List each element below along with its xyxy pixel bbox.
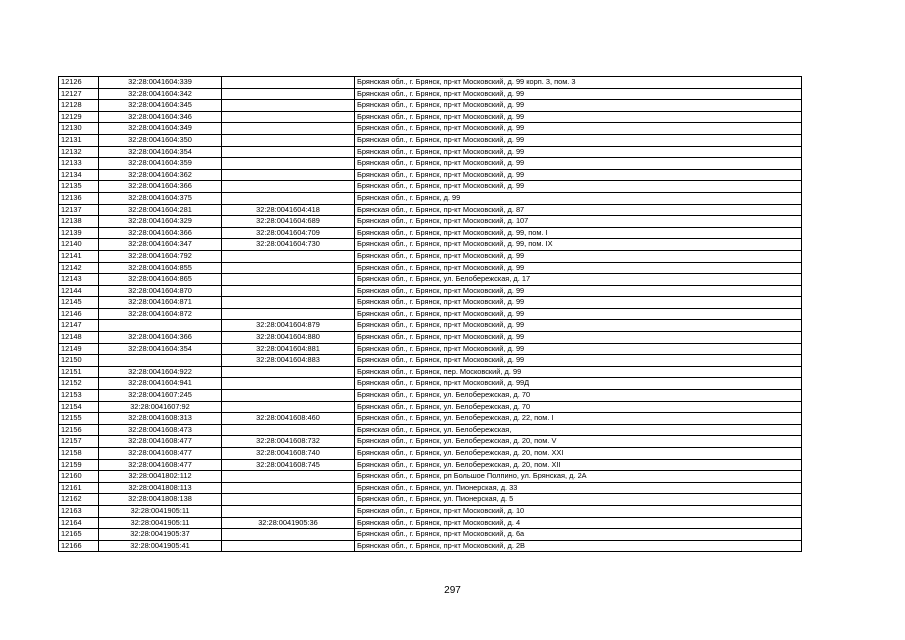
row-number-cell: 12138 (59, 216, 99, 228)
related-cadastral-number-cell (222, 100, 355, 112)
table-row (59, 459, 802, 471)
row-number-cell: 12159 (59, 459, 99, 471)
row-number-cell: 12151 (59, 366, 99, 378)
cadastral-number-cell: 32:28:0041604:870 (99, 285, 222, 297)
related-cadastral-number-cell (222, 274, 355, 286)
related-cadastral-number-cell (222, 482, 355, 494)
related-cadastral-number-cell (222, 77, 355, 89)
table-row (59, 285, 802, 297)
related-cadastral-number-cell (222, 297, 355, 309)
address-cell: Брянская обл., г. Брянск, пр-кт Московский, д. 6а (355, 529, 802, 541)
table-row (59, 424, 802, 436)
row-number-cell: 12127 (59, 88, 99, 100)
cadastral-number-cell: 32:28:0041604:941 (99, 378, 222, 390)
row-number-cell: 12137 (59, 204, 99, 216)
cadastral-number-cell: 32:28:0041608:477 (99, 448, 222, 460)
address-cell: Брянская обл., г. Брянск, пр-кт Московский, д. 99, пом. IX (355, 239, 802, 251)
related-cadastral-number-cell (222, 134, 355, 146)
table-row (59, 332, 802, 344)
related-cadastral-number-cell (222, 123, 355, 135)
row-number-cell: 12146 (59, 308, 99, 320)
cadastral-number-cell: 32:28:0041604:346 (99, 111, 222, 123)
related-cadastral-number-cell (222, 366, 355, 378)
row-number-cell: 12162 (59, 494, 99, 506)
cadastral-number-cell: 32:28:0041604:366 (99, 227, 222, 239)
cadastral-number-cell: 32:28:0041604:865 (99, 274, 222, 286)
table-row (59, 297, 802, 309)
related-cadastral-number-cell: 32:28:0041604:883 (222, 355, 355, 367)
address-cell: Брянская обл., г. Брянск, пр-кт Московский, д. 99 (355, 355, 802, 367)
related-cadastral-number-cell: 32:28:0041608:460 (222, 413, 355, 425)
address-cell: Брянская обл., г. Брянск, пр-кт Московский, д. 2В (355, 540, 802, 552)
address-cell: Брянская обл., г. Брянск, пр-кт Московский, д. 99 (355, 343, 802, 355)
related-cadastral-number-cell: 32:28:0041608:740 (222, 448, 355, 460)
table-row (59, 274, 802, 286)
table-row (59, 308, 802, 320)
row-number-cell: 12140 (59, 239, 99, 251)
table-row (59, 505, 802, 517)
address-cell: Брянская обл., г. Брянск, ул. Белобережская, д. 22, пом. I (355, 413, 802, 425)
cadastral-number-cell: 32:28:0041808:113 (99, 482, 222, 494)
address-cell: Брянская обл., г. Брянск, пр-кт Московский, д. 99 (355, 111, 802, 123)
cadastral-number-cell: 32:28:0041905:41 (99, 540, 222, 552)
cadastral-number-cell: 32:28:0041802:112 (99, 471, 222, 483)
table-row (59, 540, 802, 552)
row-number-cell: 12144 (59, 285, 99, 297)
table-row (59, 239, 802, 251)
address-cell: Брянская обл., г. Брянск, ул. Белобережская, д. 20, пом. XXI (355, 448, 802, 460)
related-cadastral-number-cell (222, 192, 355, 204)
related-cadastral-number-cell: 32:28:0041604:880 (222, 332, 355, 344)
table-row (59, 250, 802, 262)
address-cell: Брянская обл., г. Брянск, ул. Белобережская, д. 17 (355, 274, 802, 286)
table-row (59, 204, 802, 216)
address-cell: Брянская обл., г. Брянск, ул. Пионерская, д. 5 (355, 494, 802, 506)
table-row (59, 158, 802, 170)
row-number-cell: 12156 (59, 424, 99, 436)
row-number-cell: 12148 (59, 332, 99, 344)
address-cell: Брянская обл., г. Брянск, ул. Белобережская, д. 20, пом. V (355, 436, 802, 448)
address-cell: Брянская обл., г. Брянск, ул. Белобережская, д. 70 (355, 401, 802, 413)
cadastral-number-cell: 32:28:0041607:92 (99, 401, 222, 413)
address-cell: Брянская обл., г. Брянск, пр-кт Московский, д. 87 (355, 204, 802, 216)
address-cell: Брянская обл., г. Брянск, пр-кт Московский, д. 99 корп. 3, пом. 3 (355, 77, 802, 89)
cadastral-number-cell: 32:28:0041604:350 (99, 134, 222, 146)
address-cell: Брянская обл., г. Брянск, ул. Белобережская, д. 70 (355, 390, 802, 402)
related-cadastral-number-cell (222, 158, 355, 170)
row-number-cell: 12154 (59, 401, 99, 413)
address-cell: Брянская обл., г. Брянск, рп Большое Полпино, ул. Брянская, д. 2А (355, 471, 802, 483)
related-cadastral-number-cell: 32:28:0041608:745 (222, 459, 355, 471)
cadastral-number-cell (99, 320, 222, 332)
cadastral-number-cell: 32:28:0041604:281 (99, 204, 222, 216)
row-number-cell: 12136 (59, 192, 99, 204)
address-cell: Брянская обл., г. Брянск, пр-кт Московский, д. 99 (355, 320, 802, 332)
table-row (59, 123, 802, 135)
address-cell: Брянская обл., г. Брянск, ул. Белобережская, д. 20, пом. XII (355, 459, 802, 471)
related-cadastral-number-cell (222, 146, 355, 158)
row-number-cell: 12163 (59, 505, 99, 517)
address-cell: Брянская обл., г. Брянск, пр-кт Московский, д. 99 (355, 100, 802, 112)
cadastral-number-cell: 32:28:0041604:922 (99, 366, 222, 378)
row-number-cell: 12142 (59, 262, 99, 274)
row-number-cell: 12143 (59, 274, 99, 286)
table-row (59, 216, 802, 228)
cadastral-number-cell: 32:28:0041905:11 (99, 517, 222, 529)
table-row (59, 448, 802, 460)
address-cell: Брянская обл., г. Брянск, д. 99 (355, 192, 802, 204)
related-cadastral-number-cell (222, 505, 355, 517)
table-row (59, 100, 802, 112)
row-number-cell: 12129 (59, 111, 99, 123)
related-cadastral-number-cell: 32:28:0041604:418 (222, 204, 355, 216)
row-number-cell: 12158 (59, 448, 99, 460)
row-number-cell: 12134 (59, 169, 99, 181)
cadastral-number-cell: 32:28:0041604:366 (99, 332, 222, 344)
related-cadastral-number-cell (222, 540, 355, 552)
related-cadastral-number-cell (222, 529, 355, 541)
cadastral-number-cell: 32:28:0041604:375 (99, 192, 222, 204)
cadastral-number-cell: 32:28:0041608:313 (99, 413, 222, 425)
related-cadastral-number-cell: 32:28:0041604:879 (222, 320, 355, 332)
cadastral-number-cell: 32:28:0041608:477 (99, 459, 222, 471)
table-row (59, 517, 802, 529)
address-cell: Брянская обл., г. Брянск, пр-кт Московский, д. 99Д (355, 378, 802, 390)
row-number-cell: 12147 (59, 320, 99, 332)
table-row (59, 181, 802, 193)
row-number-cell: 12149 (59, 343, 99, 355)
cadastral-number-cell: 32:28:0041604:792 (99, 250, 222, 262)
row-number-cell: 12145 (59, 297, 99, 309)
table-row (59, 401, 802, 413)
table-row (59, 529, 802, 541)
related-cadastral-number-cell (222, 88, 355, 100)
cadastral-number-cell: 32:28:0041608:473 (99, 424, 222, 436)
row-number-cell: 12166 (59, 540, 99, 552)
address-cell: Брянская обл., г. Брянск, пр-кт Московский, д. 99 (355, 158, 802, 170)
related-cadastral-number-cell (222, 262, 355, 274)
cadastral-number-cell: 32:28:0041607:245 (99, 390, 222, 402)
related-cadastral-number-cell: 32:28:0041604:881 (222, 343, 355, 355)
row-number-cell: 12139 (59, 227, 99, 239)
table-row (59, 169, 802, 181)
cadastral-number-cell: 32:28:0041604:347 (99, 239, 222, 251)
cadastral-number-cell: 32:28:0041604:349 (99, 123, 222, 135)
cadastral-number-cell: 32:28:0041604:362 (99, 169, 222, 181)
cadastral-number-cell: 32:28:0041905:11 (99, 505, 222, 517)
cadastral-number-cell: 32:28:0041604:342 (99, 88, 222, 100)
related-cadastral-number-cell (222, 169, 355, 181)
table-row (59, 471, 802, 483)
address-cell: Брянская обл., г. Брянск, пр-кт Московский, д. 107 (355, 216, 802, 228)
table-row (59, 390, 802, 402)
address-cell: Брянская обл., г. Брянск, пр-кт Московский, д. 99 (355, 169, 802, 181)
row-number-cell: 12160 (59, 471, 99, 483)
address-cell: Брянская обл., г. Брянск, пр-кт Московский, д. 99 (355, 297, 802, 309)
address-cell: Брянская обл., г. Брянск, пр-кт Московский, д. 99 (355, 308, 802, 320)
related-cadastral-number-cell (222, 111, 355, 123)
related-cadastral-number-cell (222, 390, 355, 402)
table-row (59, 413, 802, 425)
row-number-cell: 12161 (59, 482, 99, 494)
address-cell: Брянская обл., г. Брянск, пр-кт Московский, д. 99 (355, 285, 802, 297)
related-cadastral-number-cell: 32:28:0041905:36 (222, 517, 355, 529)
cadastral-number-cell (99, 355, 222, 367)
address-cell: Брянская обл., г. Брянск, пр-кт Московский, д. 99 (355, 181, 802, 193)
row-number-cell: 12131 (59, 134, 99, 146)
row-number-cell: 12141 (59, 250, 99, 262)
related-cadastral-number-cell (222, 181, 355, 193)
registry-table-body (59, 77, 802, 552)
address-cell: Брянская обл., г. Брянск, пр-кт Московский, д. 99 (355, 134, 802, 146)
related-cadastral-number-cell (222, 285, 355, 297)
row-number-cell: 12165 (59, 529, 99, 541)
row-number-cell: 12135 (59, 181, 99, 193)
table-row (59, 146, 802, 158)
address-cell: Брянская обл., г. Брянск, пер. Московский, д. 99 (355, 366, 802, 378)
cadastral-number-cell: 32:28:0041808:138 (99, 494, 222, 506)
cadastral-number-cell: 32:28:0041604:345 (99, 100, 222, 112)
row-number-cell: 12133 (59, 158, 99, 170)
cadastral-number-cell: 32:28:0041608:477 (99, 436, 222, 448)
related-cadastral-number-cell (222, 424, 355, 436)
related-cadastral-number-cell (222, 308, 355, 320)
table-row (59, 227, 802, 239)
address-cell: Брянская обл., г. Брянск, пр-кт Московский, д. 99 (355, 250, 802, 262)
table-row (59, 436, 802, 448)
row-number-cell: 12150 (59, 355, 99, 367)
cadastral-number-cell: 32:28:0041604:354 (99, 343, 222, 355)
cadastral-number-cell: 32:28:0041604:872 (99, 308, 222, 320)
table-row (59, 355, 802, 367)
address-cell: Брянская обл., г. Брянск, пр-кт Московский, д. 99, пом. I (355, 227, 802, 239)
address-cell: Брянская обл., г. Брянск, пр-кт Московский, д. 99 (355, 88, 802, 100)
cadastral-number-cell: 32:28:0041604:359 (99, 158, 222, 170)
cadastral-number-cell: 32:28:0041604:329 (99, 216, 222, 228)
table-row (59, 494, 802, 506)
row-number-cell: 12132 (59, 146, 99, 158)
table-row (59, 88, 802, 100)
cadastral-number-cell: 32:28:0041604:339 (99, 77, 222, 89)
table-row (59, 262, 802, 274)
cadastral-number-cell: 32:28:0041604:366 (99, 181, 222, 193)
page-number: 297 (444, 585, 461, 596)
cadastral-number-cell: 32:28:0041604:354 (99, 146, 222, 158)
related-cadastral-number-cell: 32:28:0041604:689 (222, 216, 355, 228)
table-row (59, 134, 802, 146)
address-cell: Брянская обл., г. Брянск, пр-кт Московский, д. 99 (355, 332, 802, 344)
row-number-cell: 12155 (59, 413, 99, 425)
cadastral-number-cell: 32:28:0041604:871 (99, 297, 222, 309)
related-cadastral-number-cell: 32:28:0041604:709 (222, 227, 355, 239)
table-row (59, 482, 802, 494)
related-cadastral-number-cell: 32:28:0041604:730 (222, 239, 355, 251)
related-cadastral-number-cell: 32:28:0041608:732 (222, 436, 355, 448)
row-number-cell: 12164 (59, 517, 99, 529)
address-cell: Брянская обл., г. Брянск, пр-кт Московский, д. 99 (355, 123, 802, 135)
related-cadastral-number-cell (222, 250, 355, 262)
registry-table (58, 76, 802, 552)
address-cell: Брянская обл., г. Брянск, пр-кт Московский, д. 4 (355, 517, 802, 529)
table-row (59, 192, 802, 204)
address-cell: Брянская обл., г. Брянск, пр-кт Московский, д. 99 (355, 146, 802, 158)
row-number-cell: 12152 (59, 378, 99, 390)
table-row (59, 366, 802, 378)
cadastral-number-cell: 32:28:0041905:37 (99, 529, 222, 541)
table-row (59, 378, 802, 390)
table-row (59, 111, 802, 123)
table-row (59, 343, 802, 355)
related-cadastral-number-cell (222, 494, 355, 506)
related-cadastral-number-cell (222, 378, 355, 390)
table-row (59, 320, 802, 332)
address-cell: Брянская обл., г. Брянск, пр-кт Московский, д. 99 (355, 262, 802, 274)
row-number-cell: 12157 (59, 436, 99, 448)
related-cadastral-number-cell (222, 471, 355, 483)
table-row (59, 77, 802, 89)
row-number-cell: 12126 (59, 77, 99, 89)
row-number-cell: 12130 (59, 123, 99, 135)
row-number-cell: 12128 (59, 100, 99, 112)
address-cell: Брянская обл., г. Брянск, ул. Белобережская, (355, 424, 802, 436)
address-cell: Брянская обл., г. Брянск, ул. Пионерская, д. 33 (355, 482, 802, 494)
row-number-cell: 12153 (59, 390, 99, 402)
related-cadastral-number-cell (222, 401, 355, 413)
address-cell: Брянская обл., г. Брянск, пр-кт Московский, д. 10 (355, 505, 802, 517)
cadastral-number-cell: 32:28:0041604:855 (99, 262, 222, 274)
